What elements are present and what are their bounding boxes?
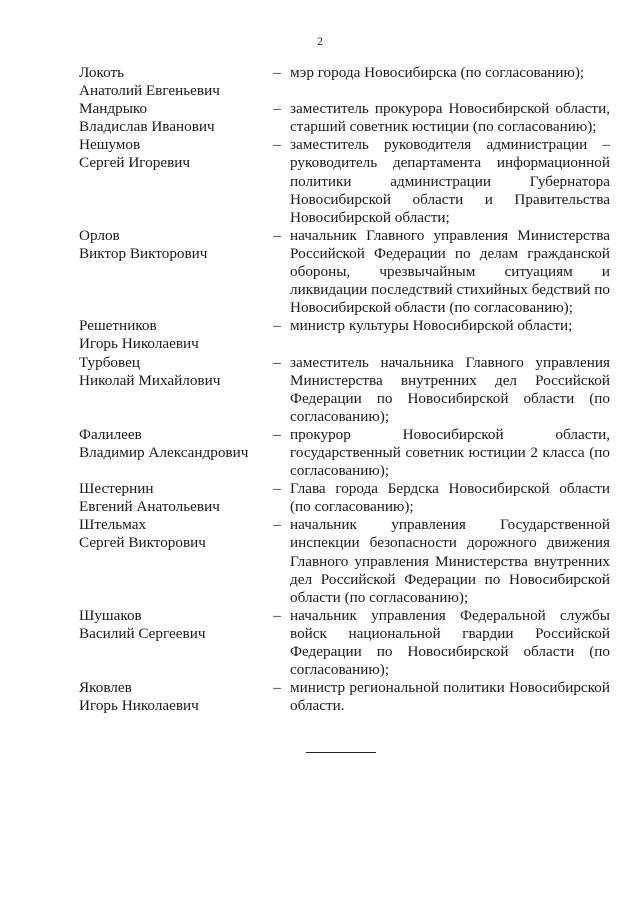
member-role: мэр города Новосибирска (по согласованию);	[290, 64, 585, 81]
member-name	[79, 64, 264, 100]
member-name	[79, 227, 264, 317]
member-role: министр культуры Новосибирской области;	[290, 317, 573, 335]
member-name	[79, 354, 264, 426]
member-name	[79, 480, 264, 516]
dash-separator: –	[273, 516, 281, 534]
member-role: Глава города Бердска Новосибирской области (по согласованию);	[290, 480, 610, 516]
member-given-names: Игорь Николаевич	[79, 335, 199, 353]
member-given-names: Василий Сергеевич	[79, 624, 206, 642]
member-name	[79, 317, 264, 353]
member-entry	[79, 317, 610, 353]
member-role: заместитель прокурора Новосибирской области, старший советник юстиции (по согласованию);	[290, 100, 610, 136]
member-given-names: Виктор Викторович	[79, 244, 208, 262]
member-name	[79, 607, 264, 679]
member-role: прокурор Новосибирской области, государственный советник юстиции 2 класса (по согласованию);	[290, 425, 610, 480]
member-entry	[79, 100, 610, 136]
member-given-names: Анатолий Евгеньевич	[79, 82, 220, 100]
member-role: министр региональной политики Новосибирской области.	[290, 679, 610, 715]
member-surname: Турбовец	[79, 353, 140, 371]
member-entry	[79, 426, 610, 480]
member-surname: Штельмах	[79, 516, 147, 534]
member-given-names: Игорь Николаевич	[79, 697, 199, 715]
member-role: начальник управления Государственной инспекции безопасности дорожного движения Главного управления Министерства внутренних дел Российской Федерации по Новосибирской области (по согласованию);	[290, 516, 610, 606]
member-given-names: Сергей Игоревич	[79, 154, 191, 172]
dash-separator: –	[273, 64, 281, 81]
member-name	[79, 136, 264, 226]
member-role: заместитель руководителя администрации – руководитель департамента информационной политики администрации Губернатора Новосибирской области и Правительства Новосибирской области;	[290, 136, 610, 226]
member-surname: Орлов	[79, 226, 120, 244]
dash-separator: –	[273, 226, 281, 244]
member-entry	[79, 227, 610, 317]
dash-separator: –	[273, 317, 281, 335]
member-surname: Нешумов	[79, 136, 141, 154]
member-given-names: Сергей Викторович	[79, 534, 206, 552]
member-entry	[79, 136, 610, 226]
dash-separator: –	[273, 606, 281, 624]
member-list	[79, 64, 610, 715]
member-name	[79, 100, 264, 136]
dash-separator: –	[273, 136, 281, 154]
member-given-names: Владимир Александрович	[79, 443, 249, 461]
member-role: начальник Главного управления Министерства Российской Федерации по делам гражданской обороны, чрезвычайным ситуациям и ликвидации последствий стихийных бедствий по Новосибирской области (по согласованию);	[290, 226, 610, 317]
end-of-document-rule	[306, 752, 376, 753]
member-role: заместитель начальника Главного управления Министерства внутренних дел Российской Федерации по Новосибирской области (по согласованию);	[290, 353, 610, 425]
member-entry	[79, 64, 610, 100]
member-surname: Шушаков	[79, 606, 142, 624]
member-role: начальник управления Федеральной службы войск национальной гвардии Российской Федерации по Новосибирской области (по согласованию);	[290, 606, 610, 679]
member-entry	[79, 607, 610, 679]
dash-separator: –	[273, 100, 281, 118]
member-given-names: Николай Михайлович	[79, 371, 221, 389]
member-surname: Фалилеев	[79, 425, 142, 443]
member-surname: Мандрыко	[79, 100, 148, 118]
member-name	[79, 679, 264, 715]
member-surname: Шестернин	[79, 480, 154, 498]
member-entry	[79, 679, 610, 715]
member-given-names: Владислав Иванович	[79, 118, 215, 136]
member-name	[79, 516, 264, 606]
member-surname: Яковлев	[79, 679, 132, 697]
member-entry	[79, 354, 610, 426]
member-surname: Решетников	[79, 317, 157, 335]
member-entry	[79, 516, 610, 606]
dash-separator: –	[273, 679, 281, 697]
member-surname: Локоть	[79, 64, 125, 81]
page-number: 2	[317, 34, 323, 48]
member-entry	[79, 480, 610, 516]
member-name	[79, 426, 264, 480]
dash-separator: –	[273, 480, 281, 498]
member-given-names: Евгений Анатольевич	[79, 498, 220, 516]
dash-separator: –	[273, 353, 281, 371]
dash-separator: –	[273, 425, 281, 443]
